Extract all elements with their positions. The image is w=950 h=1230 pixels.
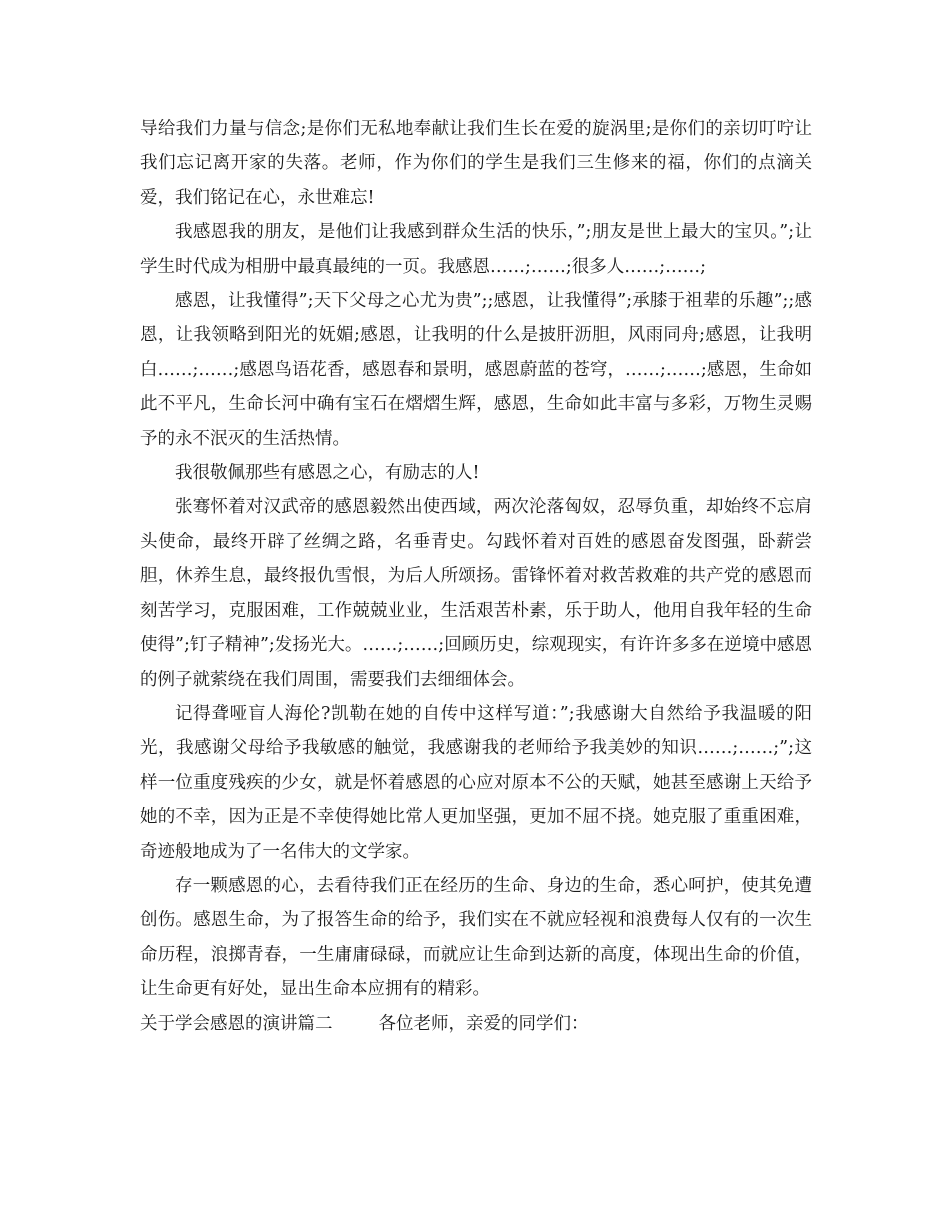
section-title: 关于学会感恩的演讲篇二	[140, 1013, 333, 1034]
paragraph-friends-gratitude: 我感恩我的朋友，是他们让我感到群众生活的快乐，”;朋友是世上最大的宝贝。”;让学生时代成为相册中最真最纯的一页。我感恩……;……;很多人……;……;	[140, 222, 812, 277]
paragraph-cherish-life: 存一颗感恩的心，去看待我们正在经历的生命、身边的生命，悉心呵护，使其免遭创伤。感恩生命，为了报答生命的给予，我们实在不就应轻视和浪费每人仅有的一次生命历程，浪掷青春，一生庸庸碌碌，而就应让生命到达新的高度，体现出生命的价值，让生命更有好处，显出生命本应拥有的精彩。	[140, 875, 812, 1000]
paragraph-historical-examples: 张骞怀着对汉武帝的感恩毅然出使西域，两次沦落匈奴，忍辱负重，却始终不忘肩头使命，最终开辟了丝绸之路，名垂青史。勾践怀着对百姓的感恩奋发图强，卧薪尝胆，休养生息，最终报仇雪恨，为后人所颂扬。雷锋怀着对救苦救难的共产党的感恩而刻苦学习，克服困难，工作兢兢业业，生活艰苦朴素，乐于助人，他用自我年轻的生命使得”;钉子精神”;发扬光大。……;……;回顾历史，综观现实，有许许多多在逆境中感恩的例子就萦绕在我们周围，需要我们去细细体会。	[140, 497, 812, 690]
paragraph-gratitude-teaches: 感恩，让我懂得”;天下父母之心尤为贵”;;感恩，让我懂得”;承膝于祖辈的乐趣”;;感恩，让我领略到阳光的妩媚;感恩，让我明的什么是披肝沥胆，风雨同舟;感恩，让我明白……;……;感恩鸟语花香，感恩春和景明，感恩蔚蓝的苍穹，……;……;感恩，生命如此不平凡，生命长河中确有宝石在熠熠生辉，感恩，生命如此丰富与多彩，万物生灵赐予的永不泯灭的生活热情。	[140, 291, 812, 449]
paragraph-admiration: 我很敬佩那些有感恩之心，有励志的人!	[175, 463, 480, 484]
speech-greeting: 各位老师，亲爱的同学们：	[378, 1013, 589, 1034]
paragraph-helen-keller: 记得聋哑盲人海伦?凯勒在她的自传中这样写道：”;我感谢大自然给予我温暖的阳光，我感谢父母给予我敏感的触觉，我感谢我的老师给予我美妙的知识……;……;”;这样一位重度残疾的少女，就是怀着感恩的心应对原本不公的天赋，她甚至感谢上天给予她的不幸，因为正是不幸使得她比常人更加坚强，更加不屈不挠。她克服了重重困难，奇迹般地成为了一名伟大的文学家。	[140, 703, 812, 862]
section-heading-line	[140, 1007, 812, 1041]
paragraph-teachers-gratitude: 导给我们力量与信念;是你们无私地奉献让我们生长在爱的旋涡里;是你们的亲切叮咛让我们忘记离开家的失落。老师，作为你们的学生是我们三生修来的福，你们的点滴关爱，我们铭记在心，永世难忘!	[140, 119, 812, 208]
document-page	[140, 112, 812, 1041]
